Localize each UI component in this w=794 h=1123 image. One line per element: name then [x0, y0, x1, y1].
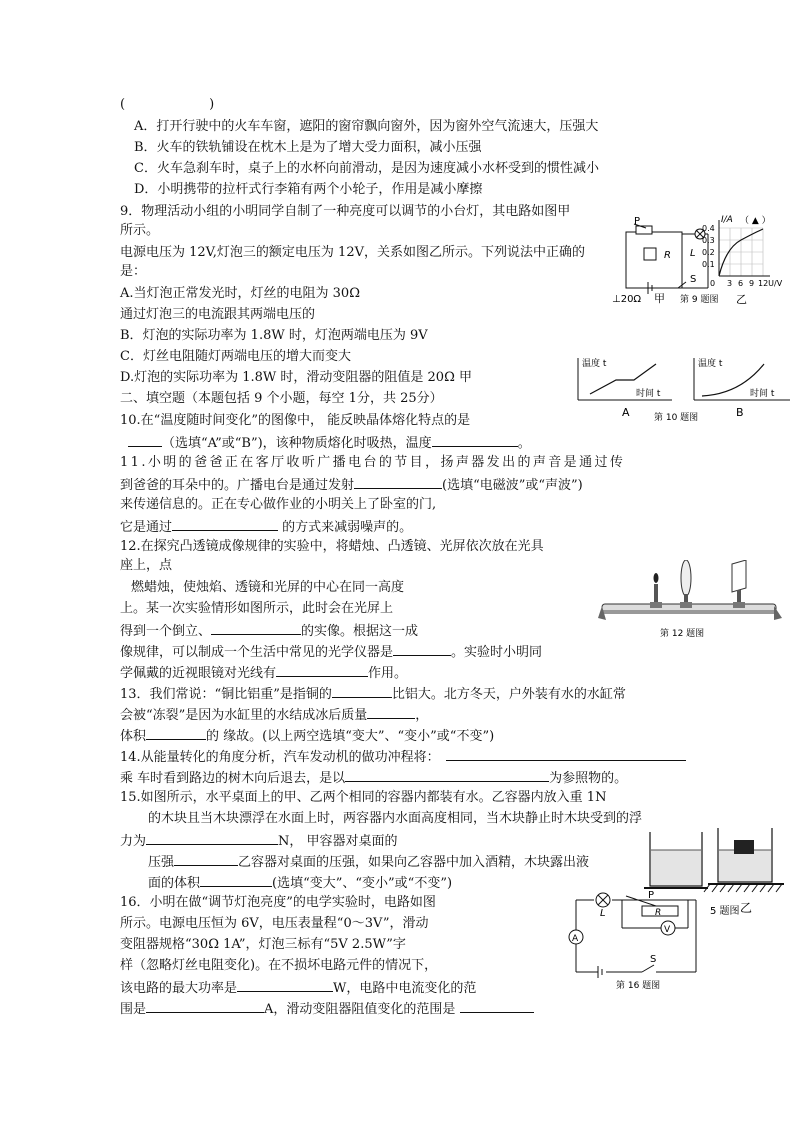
q9-caption: 第 9 题图 — [680, 295, 719, 305]
section2-heading: 二、填空题（本题包括 9 个小题，每空 1分，共 25分） — [120, 391, 443, 406]
q12-line7: 学佩戴的近视眼镜对光线有 作用。 — [120, 663, 407, 683]
q9-graph — [702, 215, 783, 288]
q9-jia-label: 甲 — [654, 292, 665, 305]
q10-graph-b — [694, 357, 790, 419]
q16-r-label: R — [655, 908, 662, 918]
q8-option-c: C．火车急刹车时，桌子上的水杯向前滑动，是因为速度减小水杯受到的惯性减小 — [134, 161, 599, 176]
q10-line2: （选填“A”或“B”)，该种物质熔化时吸热，温度 。 — [120, 433, 531, 453]
q12-line6: 像规律，可以制成一个生活中常见的光学仪器是 。实验时小明同 — [120, 642, 542, 662]
q16-line5: 该电路的最大功率是 W，电路中电流变化的范 — [120, 978, 476, 998]
q9-xtick: 6 — [738, 279, 744, 288]
q13-line3: 体积 的 缘故。(以上两空选填“变大”、“变小”或“不变”) — [120, 726, 494, 746]
q9-option-a: A.当灯泡正常发光时，灯丝的电阻为 30Ω — [120, 286, 360, 301]
q15-line5: 面的体积 (选填“变大”、“变小”或“不变”) — [148, 873, 452, 893]
q9-ytick: 0.2 — [702, 248, 715, 257]
q9-ytick: 0.4 — [702, 224, 715, 233]
paren-open: ( — [120, 97, 126, 112]
q9-figure — [608, 212, 794, 310]
convex-lens — [680, 560, 692, 608]
paren-close: ) — [209, 97, 215, 112]
q16-caption: 第 16 题图 — [616, 981, 661, 990]
q15-line4: 压强 乙容器对桌面的压强，如果向乙容器中加入酒精，木块露出液 — [148, 852, 589, 872]
q12-line3: 燃蜡烛，使烛焰、透镜和光屏的中心在同一高度 — [131, 580, 405, 595]
q9-s-label: S — [690, 274, 697, 285]
q16-p-label: P — [648, 890, 655, 901]
q10-b-xlabel: 时间 t — [750, 389, 775, 399]
q9-option-c: C．灯丝电阻随灯两端电压的增大而变大 — [120, 349, 351, 364]
q9-left-label: ⊥20Ω — [612, 294, 642, 305]
q16-line2: 所示。电源电压恒为 6V，电压表量程“0～3V”，滑动 — [120, 916, 429, 931]
wood-block — [734, 840, 754, 854]
q9-xtick: 12U/V — [758, 279, 783, 288]
q15-caption: 5 题图 — [710, 906, 740, 917]
q11-line2: 到爸爸的耳朵中的。广播电台是通过发射 (选填“电磁波”或“声波”) — [120, 475, 583, 495]
answer-blank[interactable] — [200, 873, 272, 887]
q16-v-label: V — [664, 925, 671, 935]
q16-a-label: A — [572, 934, 579, 944]
q11-line1: 11.小明的爸爸正在客厅收听广播电台的节目，扬声器发出的声音是通过传 — [120, 455, 626, 470]
q10-graph-a — [578, 357, 672, 419]
q13-line1: 13．我们常说：“铜比铝重”是指铜的 比铝大。北方冬天，户外装有水的水缸常 — [120, 684, 626, 704]
q14-line1: 14.从能量转化的角度分析，汽车发动机的做功冲程将： — [120, 747, 686, 767]
q16-line4: 样（忽略灯丝电阻变化)。在不损坏电路元件的情况下， — [120, 958, 438, 973]
q16-l-label: L — [600, 908, 606, 919]
q11-line3: 来传递信息的。正在专心做作业的小明关上了卧室的门, — [120, 497, 437, 512]
q10-line1: 10.在“温度随时间变化”的图像中， 能反映晶体熔化特点的是 — [120, 413, 471, 428]
q9-line2: 所示。 — [120, 223, 160, 238]
answer-blank[interactable] — [393, 642, 451, 656]
q9-r-label: R — [664, 250, 671, 261]
answer-blank[interactable] — [460, 999, 534, 1013]
answer-blank[interactable] — [146, 999, 264, 1013]
q9-xtick: 3 — [727, 279, 733, 288]
answer-blank[interactable] — [354, 475, 442, 489]
light-screen — [732, 560, 746, 608]
q15-line3: 力为 N， 甲容器对桌面的 — [120, 831, 398, 851]
q9-xtick: 0 — [710, 279, 716, 288]
q9-yi-label: 乙 — [736, 293, 747, 306]
q9-paren-label: （ ▲ ） — [740, 216, 771, 226]
q10-a-ylabel: 温度 t — [582, 359, 607, 369]
q9-option-d: D.灯泡的实际功率为 1.8W 时，滑动变阻器的阻值是 20Ω 甲 — [120, 370, 472, 385]
q13-line2: 会被“冻裂”是因为水缸里的水结成冰后质量 ， — [120, 705, 428, 725]
q12-figure — [596, 560, 786, 642]
answer-blank[interactable] — [432, 433, 518, 447]
container-jia — [644, 832, 708, 888]
q10-b-label: B — [736, 406, 744, 419]
q9-ytick: 0.3 — [702, 236, 715, 245]
bench-leg-right — [774, 606, 782, 620]
answer-blank[interactable] — [345, 768, 549, 782]
q10-caption: 第 10 题图 — [654, 413, 699, 422]
q12-caption: 第 12 题图 — [660, 629, 705, 639]
q9-xtick: 9 — [749, 279, 755, 288]
q9-line4: 是： — [120, 264, 147, 279]
q16-line1: 16．小明在做“调节灯泡亮度”的电学实验时，电路如图 — [120, 895, 436, 910]
q8-option-a: A．打开行驶中的火车车窗，遮阳的窗帘飘向窗外，因为窗外空气流速大，压强大 — [134, 119, 599, 134]
q12-line1: 12.在探究凸透镜成像规律的实验中，将蜡烛、凸透镜、光屏依次放在光具 — [120, 539, 544, 554]
answer-blank[interactable] — [172, 517, 278, 531]
q10-figure — [570, 350, 794, 422]
q9-ytick: 0.1 — [702, 260, 715, 269]
q15-line2: 的木块且当木块漂浮在水面上时，两容器内水面高度相同，当木块静止时木块受到的浮 — [148, 811, 643, 826]
q12-line4: 上。某一次实验情形如图所示，此时会在光屏上 — [120, 601, 394, 616]
answer-blank[interactable] — [211, 621, 301, 635]
answer-blank[interactable] — [237, 978, 333, 992]
q12-line5: 得到一个倒立、 的实像。根据这一成 — [120, 621, 418, 641]
q16-s-label: S — [650, 954, 657, 965]
q12-line2: 座上，点 — [120, 558, 173, 573]
q9-p-label: P — [634, 216, 641, 227]
q8-option-d: D．小明携带的拉杆式行李箱有两个小轮子，作用是减小摩擦 — [134, 182, 483, 197]
q10-a-xlabel: 时间 t — [636, 389, 661, 399]
q9-option-b: B．灯泡的实际功率为 1.8W 时，灯泡两端电压为 9V — [120, 328, 428, 343]
answer-blank[interactable] — [146, 726, 206, 740]
q8-paren — [120, 96, 214, 114]
q14-line2: 乘 车时看到路边的树木向后退去，是以 为参照物的。 — [120, 768, 627, 788]
answer-blank[interactable] — [146, 831, 278, 845]
q10-a-label: A — [622, 406, 630, 419]
q9-line3: 电源电压为 12V,灯泡三的额定电压为 12V，关系如图乙所示。下列说法中正确的 — [120, 245, 585, 260]
answer-blank[interactable] — [174, 852, 238, 866]
q8-option-b: B．火车的铁轨铺设在枕木上是为了增大受力面积，减小压强 — [134, 140, 482, 155]
q15-line1: 15.如图所示，水平桌面上的甲、乙两个相同的容器内都装有水。乙容器内放入重 1N — [120, 790, 607, 805]
answer-blank[interactable] — [128, 433, 162, 447]
q16-figure — [566, 882, 704, 990]
q9-option-a-cont: 通过灯泡三的电流跟其两端电压的 — [120, 307, 316, 322]
answer-blank[interactable] — [446, 747, 686, 761]
q10-b-ylabel: 温度 t — [698, 359, 723, 369]
q15-yi-label: 乙 — [740, 901, 753, 915]
answer-blank[interactable] — [332, 684, 392, 698]
lamp-symbol — [596, 893, 610, 907]
q16-line3: 变阻器规格“30Ω 1A”，灯泡三标有“5V 2.5W”字 — [120, 937, 406, 952]
container-yi — [704, 828, 784, 892]
q16-line6: 围是 A，滑动变阻器阻值变化的范围是 — [120, 999, 534, 1019]
q11-line4: 它是通过 的方式来减弱噪声的。 — [120, 517, 412, 537]
q9-ylabel: I/A — [721, 215, 733, 225]
candle — [650, 573, 662, 608]
q9-l-label: L — [690, 248, 696, 259]
q16-circuit — [576, 896, 696, 978]
answer-blank[interactable] — [367, 705, 415, 719]
q9-line1: 9．物理活动小组的小明同学自制了一种亮度可以调节的小台灯，其电路如图甲 — [120, 204, 571, 219]
answer-blank[interactable] — [276, 663, 368, 677]
